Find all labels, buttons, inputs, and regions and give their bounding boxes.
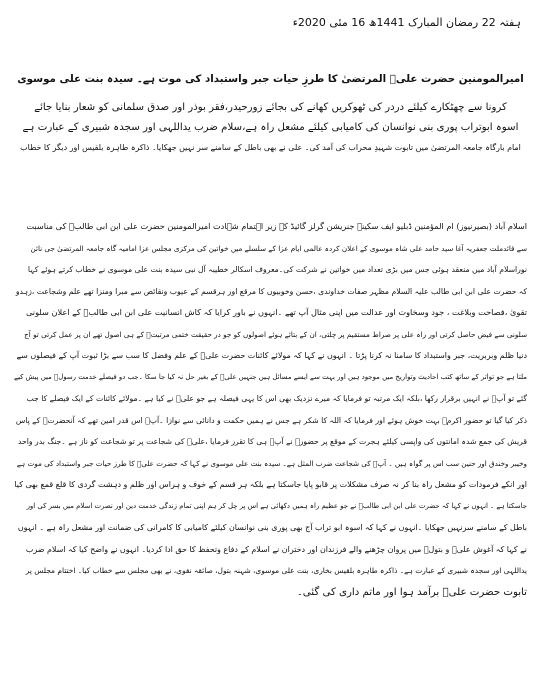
article-line: باطل کے سامنے سرنہیں جھکایا ۔انہوں نے کہا کہ اسوہ ابو تراب آج بھی پوری بنی نوانسان کیلئے کامیابی کا کامرانی کی ضمانت اور مشعل راہ ہے ۔ انہوں — [17, 523, 527, 532]
article-line: یداللہی اور سجدہ شبیری کے عبارت ہے۔ ذاکرہ طاہرہ بلقیس بخاری، بنت علی موسوی، شہنہ بتول، صائقہ نقوی، نے بھی مجلس سے خطاب کیا۔ اختتام مجلس پر — [25, 566, 527, 575]
article-line: ذکر کیا گیا تو حضور اکرمؐ بہت خوش ہوئے اور فرمایا کہ اللہ کا شکر ہے جس نے ہمیں حکمت و دانائی سے نوازا ۔آپؐ اس قدر امین تھے کہ آنحضرتؐ کے پاس — [15, 415, 527, 425]
article-body — [14, 216, 527, 603]
headline: امیرالمومنین حضرت علیؑ المرتضیٰ کا طرزِ حیات جبر واستبداد کی موت ہے۔ سیدہ بنت علی موسوی — [17, 73, 524, 85]
dateline: ہفتہ 22 رمضان المبارک 1441ھ 16 مئی 2020ء — [292, 16, 521, 29]
article-line: سلونی سے فیض حاصل کرتی اور راہ علی پر صراط مستقیم پر چلتی، ان کے بتائے ہوئے اصولوں کو جو در حقیقت ختمی مرتبتؐ کے ہی اصول تھے ان پر عمل کرتی تو آج — [24, 329, 527, 339]
article-line: قریش کی جمع شدہ امانتوں کی واپسی کیلئے ہجرت کے موقع پر حضورؐ نے آپؑ ہی کا تقرر فرمایا ،علیؑ کی شجاعت پر تو شجاعت کو ناز ہے ۔جنگ بدر واحد — [17, 437, 527, 446]
article-line: نوراسلام آباد میں منعقد ہوئی جس میں بڑی تعداد میں خواتین نے شرکت کی۔معروف اسکالر خطیبہ آل نبی سیدہ بنت علی موسوی نے خطاب کرتے ہوئے کہا — [27, 265, 527, 274]
article-line: نے کہا کہ آغوش علیؑ و بتولؑ میں پروان چڑھنے والے فرزندان اور دختران نے اسلام کے دفاع وتحفظ کا حق ادا کردیا۔ انہوں نے واضح کیا کہ اسلام ضرب — [25, 544, 527, 554]
article-line: سے قائدملت جعفریہ آغا سید حامد علی شاہ موسوی کے اعلان کردہ عالمی ایام عزا کے سلسلے میں خواتین کی مرکزی مجلس عزا امامیہ گاہ جامعہ المرتضیٰ جی نائن — [30, 243, 527, 253]
subheadlines — [14, 98, 527, 158]
article-line: ملتا ہے جو تواتر کے ساتھ کتب احادیث وتواریخ میں موجود ہیں اور بہت سے ایسے مسائل ہیں جنہیں علیؑ کے بغیر حل نہ کیا جا سکا ۔جب دو فیصلے خدمت رسولؐ میں پیش کیے — [14, 372, 527, 381]
subheadline: کرونا سے چھٹکارے کیلئے دردر کی ٹھوکریں کھانے کی بجائے زورحیدر،فقر بوذر اور صدق سلمانی کو شعار بنایا جائے — [34, 102, 507, 113]
article-line: گئے تو آپؐ نے انہیں برقرار رکھا ،بلکہ ایک مرتبہ تو فرمایا کہ میرے نزدیک بھی اس کا یہی فیصلہ ہے جو علیؑ نے کیا ہے ۔مولائے کائنات کے ایک فیصلے کا جب — [26, 394, 527, 403]
article-line: دنیا ظلم وبربریت، جبر واستبداد کا سامنا نہ کرنا پڑتا ۔ انہوں نے کہا کہ مولائے کائنات حضرت علیؑ کے علم وفضل کا سب سے بڑا ثبوت آپ کے فیصلوں سے — [16, 351, 527, 360]
subheadline: اسوہ ابوتراب پوری بنی نوانسان کی کامیابی کیلئے مشعل راہ ہے،سلام ضرب یداللہی اور سجدہ شبیری کے عبارت ہے — [22, 122, 519, 133]
article-line: تقویٰ ،فصاحت وبلاغت ، جود وسخاوت اور عدالت میں اپنی مثال آپ تھے ۔انہوں نے باور کرایا کہ کاش انسانیت علی ابن ابی طالبؑ کے اعلان سلونی — [25, 307, 527, 317]
article-line: جاسکتا ہے ۔ انہوں نے کہا کہ حضرت علی ابن ابی طالبؑ نے جو عظیم راہ ہمیں دکھائی ہے اس پر چل کر ہم اپنی تمام زندگی خدمت دین اور نصرت اسلام میں بسر کی اور — [26, 501, 527, 510]
article-line: وخیبر وخندق اور حنین سب اس پر گواہ ہیں ۔ آپؑ کی شجاعت ضرب المثل ہے۔ سیدہ بنت علی موسوی نے کہا کہ حضرت علیؑ کا طرز حیات جبر واستبداد کی موت ہے — [16, 458, 527, 468]
subheadline: امام بارگاہ جامعہ المرتضیٰ میں تابوت شہیدِ محراب کی آمد کی۔ علی نے بھی باطل کے سامنے سر نہیں جھکایا۔ ذاکرہ طاہرہ بلقیس اور دیگر کا خطاب — [20, 143, 521, 152]
article-line: تابوت حضرت علیؑ برآمد ہوا اور ماتم داری کی گئی۔ — [296, 586, 527, 598]
article-line: اور انکے فرمودات کو مشعل راہ بنا کر نہ صرف مشکلات پر قابو پایا جاسکتا ہے بلکہ ہر قسم کے خوف و ہراس اور ظلم و دہشت گردی کا قلع قمع بھی کیا — [14, 480, 527, 489]
article-line: کہ حضرت علی ابن ابی طالب علیہ السلام مظہر صفات خداوندی ،حسن وخوبیوں کا مرقع اور ہرقسم کے عیوب ونقائص سے مبرا ومنزا تھے علم وشجاعت ،زہدو — [15, 286, 527, 296]
article-line: اسلام آباد (بصیرنیوز) ام المؤمنین ڈبلیو ایف سکینہ جنریشن گرلز گائیڈ کے زیر اہتمام شہادت امیرالمومنین حضرت علی ابن ابی طالبؑ کی مناسبت — [26, 221, 527, 231]
